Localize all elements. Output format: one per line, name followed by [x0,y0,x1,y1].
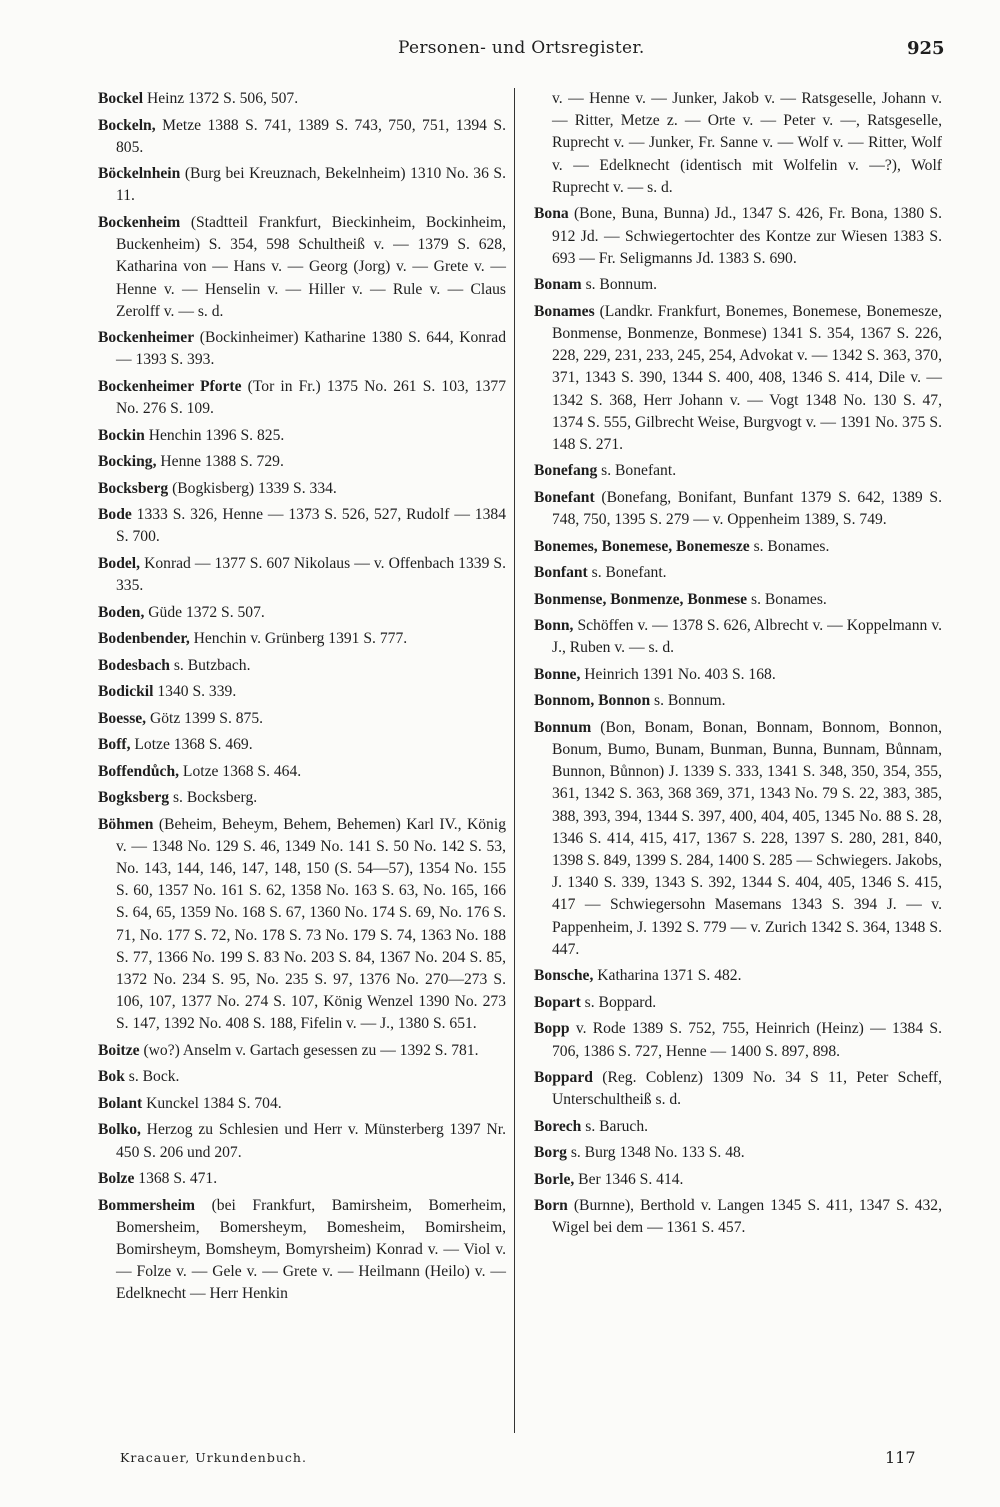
entry-text: (Bone, Buna, Bunna) Jd., 1347 S. 426, Fr. Bona, 1380 S. 912 Jd. — Schwiegertochter des Kontze zur Wiesen 1383 S. 693 — Fr. Seligmanns Jd. 1383 S. 690. [552,205,942,267]
entry-headword: Boesse, [98,709,147,727]
entry-text: Kunckel 1384 S. 704. [142,1094,282,1112]
index-entry [98,787,506,809]
entry-headword: Bocking, [98,453,157,471]
entry-headword: Bockenheim [98,213,181,231]
entry-headword: Boden, [98,603,145,621]
index-entry [534,301,942,456]
entry-text: Ber 1346 S. 414. [574,1170,684,1188]
page-number: 925 [907,38,945,59]
entry-text: (Burnne), Berthold v. Langen 1345 S. 411, 1347 S. 432, Wigel bei dem — 1361 S. 457. [552,1197,942,1237]
entry-text: Lotze 1368 S. 469. [130,736,253,754]
entry-text: Metze 1388 S. 741, 1389 S. 743, 750, 751, 1394 S. 805. [116,116,506,156]
entry-text: s. Bonames. [747,590,827,608]
index-entry [534,1195,942,1239]
entry-text: (wo?) Anselm v. Gartach gesessen zu — 1392 S. 781. [139,1041,479,1059]
entry-headword: Bolant [98,1094,143,1112]
index-entry [98,504,506,548]
index-entry [98,327,506,371]
index-entry [534,274,942,296]
entry-headword: Boppard [534,1069,593,1087]
index-entry [98,708,506,730]
entry-headword: Bona [534,205,569,223]
entry-text: Lotze 1368 S. 464. [179,762,302,780]
entry-headword: Bonsche, [534,967,594,985]
index-entry [98,1093,506,1115]
index-entry [534,1018,942,1062]
entry-headword: Bockel [98,90,144,107]
entry-headword: Bonmense, Bonmenze, Bonmese [534,590,748,608]
entry-headword: Bolko, [98,1121,141,1139]
entry-text: Katharina 1371 S. 482. [593,967,742,985]
entry-headword: Borg [534,1144,567,1162]
entry-headword: Bolze [98,1170,135,1188]
index-entry [98,814,506,1036]
entry-text: Herzog zu Schlesien und Herr v. Münsterberg 1397 Nr. 450 S. 206 und 207. [116,1121,506,1161]
entry-text: 1368 S. 471. [134,1170,218,1188]
entry-headword: Boff, [98,736,131,754]
entry-text: Heinrich 1391 No. 403 S. 168. [580,665,776,683]
entry-text: (Bonefang, Bonifant, Bunfant 1379 S. 642, 1389 S. 748, 750, 1395 S. 279 — v. Oppenheim 1389, S. 749. [552,488,942,529]
entry-headword: Bockin [98,426,145,444]
entry-text: Henchin v. Grünberg 1391 S. 777. [189,630,408,648]
printer-signature: 117 [885,1448,916,1467]
entry-text: s. Bock. [124,1068,180,1086]
entry-headword: Borech [534,1117,582,1135]
entry-headword: Bodenbender, [98,630,190,648]
entry-text: (Burg bei Kreuznach, Bekelnheim) 1310 No. 36 S. 11. [116,165,506,205]
entry-headword: Bodel, [98,554,141,572]
entry-headword: Bopp [534,1020,570,1038]
entry-text: Heinz 1372 S. 506, 507. [143,90,299,107]
index-entry [534,487,942,531]
entry-headword: Bockeln, [98,116,156,134]
entry-headword: Bonnum [534,718,592,736]
index-entry [534,88,942,199]
entry-text: s. Bonefant. [597,462,677,480]
index-entry [98,655,506,677]
entry-headword: Bonemes, Bonemese, Bonemesze [534,537,750,555]
entry-text: 1340 S. 339. [153,683,237,701]
entry-text: v. Rode 1389 S. 752, 755, Heinrich (Heinz) — 1384 S. 706, 1386 S. 727, Henne — 1400 S. 897, 898. [552,1020,942,1060]
right-column [534,88,942,1244]
entry-headword: Bonefang [534,462,598,480]
index-entry [534,717,942,961]
index-entry [98,734,506,756]
column-divider [514,88,515,1433]
entry-headword: Bonefant [534,488,595,506]
entry-headword: Bockenheimer Pforte [98,377,242,395]
index-entry [534,1169,942,1191]
entry-headword: Bogksberg [98,789,170,807]
entry-headword: Bok [98,1068,125,1086]
entry-text: Henne 1388 S. 729. [156,453,284,471]
entry-headword: Bonfant [534,564,588,582]
entry-headword: Bopart [534,993,581,1011]
entry-text: s. Bonefant. [587,564,667,582]
entry-text: Henchin 1396 S. 825. [144,426,285,444]
entry-text: (Beheim, Beheym, Behem, Behemen) Karl IV., König v. — 1348 No. 129 S. 46, 1349 No. 141 S. 50 No. 142 S. 53, No. 143, 144, 146, 147, 148, 150 (S. 54—57), 1354 No. 155 S. 60, 1357 No. 161 S. 62, 1358 No. 163 S. 63, No. 165, 166 S. 64, 65, 1359 No. 168 S. 67, 1360 No. 174 S. 69, No. 176 S. 71, No. 177 S. 72, No. 178 S. 73 No. 179 S. 74, 1363 No. 188 S. 77, 1366 No. 199 S. 83 No. 203 S. 84, 1367 No. 204 S. 85, 1372 No. 234 S. 95, No. 235 S. 97, 1376 No. 270—273 S. 106, 107, 1377 No. 274 S. 107, König Wenzel 1390 No. 273 S. 147, 1392 No. 408 S. 188, Fifelin v. — J., 1380 S. 651. [116,815,506,1033]
index-entry [534,460,942,482]
entry-headword: Bommersheim [98,1196,196,1214]
index-entry [98,1040,506,1062]
index-entry [98,212,506,323]
entry-headword: Bonne, [534,665,581,683]
index-entry [98,1195,506,1306]
entry-headword: Bonnom, Bonnon [534,692,651,710]
index-entry [98,115,506,159]
entry-text: s. Bocksberg. [169,789,258,807]
entry-headword: Bonn, [534,617,574,635]
entry-text: 1333 S. 326, Henne — 1373 S. 526, 527, Rudolf — 1384 S. 700. [116,506,506,546]
entry-text: Konrad — 1377 S. 607 Nikolaus — v. Offenbach 1339 S. 335. [116,554,506,595]
entry-text: (Stadtteil Frankfurt, Bieckinheim, Bockinheim, Buckenheim) S. 354, 598 Schultheiß v. — 1379 S. 628, Katharina von — Hans v. — Georg (Jorg) v. — Grete v. — Henne v. — Henselin v. — Hiller v. — Rule v. — Claus Zerolff v. — s. d. [116,213,506,320]
entry-headword: Bonames [534,302,595,320]
entry-headword: Bode [98,506,132,524]
index-entry [98,681,506,703]
index-entry [534,1142,942,1164]
entry-text: (Bon, Bonam, Bonan, Bonnam, Bonnom, Bonnon, Bonum, Bumo, Bunam, Bunman, Bunna, Bunnam, Bůnnam, Bunnon, Bůnnon) J. 1339 S. 333, 1341 S. 348, 350, 354, 355, 361, 1342 S. 363, 368 369, 371, 1343 No. 79 S. 22, 383, 385, 388, 393, 394, 1344 S. 397, 400, 404, 405, 1345 No. 88 S. 28, 1346 S. 414, 415, 417, 1367 S. 228, 1397 S. 280, 281, 840, 1398 S. 849, 1399 S. 284, 1400 S. 285 — Schwiegers. Jakobs, J. 1340 S. 339, 1343 S. 392, 1344 S. 404, 405, 1346 S. 415, 417 — Schwiegersohn Masemans 1343 S. 394 J. — v. Pappenheim, J. 1392 S. 779 — v. Zurich 1342 S. 364, 1348 S. 447. [552,718,942,958]
index-entry [98,628,506,650]
entry-headword: Boitze [98,1041,140,1059]
running-header: Personen- und Ortsregister. [398,38,645,58]
entry-text: s. Baruch. [581,1117,649,1135]
entry-text: (Bockinheimer) Katharine 1380 S. 644, Konrad — 1393 S. 393. [116,329,506,369]
index-entry [534,965,942,987]
index-entry [98,602,506,624]
index-entry [98,425,506,447]
index-entry [98,163,506,207]
entry-headword: Böckelnhein [98,165,181,183]
entry-headword: Boffendůch, [98,762,180,780]
index-entry [534,536,942,558]
entry-text: s. Butzbach. [169,656,251,674]
footer-source: Kracauer, Urkundenbuch. [120,1450,307,1465]
index-entry [98,1168,506,1190]
entry-text: Götz 1399 S. 875. [146,709,264,727]
index-entry [98,553,506,597]
entry-text: Schöffen v. — 1378 S. 626, Albrecht v. — Koppelmann v. J., Ruben v. — s. d. [552,617,942,657]
entry-headword: Bodickil [98,683,154,701]
index-entry [534,690,942,712]
entry-text: (Landkr. Frankfurt, Bonemes, Bonemese, Bonemesze, Bonmense, Bonmenze, Bonmese) 1341 S. 354, 1367 S. 226, 228, 229, 231, 233, 245, 254, Advokat v. — 1342 S. 363, 370, 371, 1343 S. 390, 1344 S. 400, 408, 1346 S. 414, Dile v. — 1342 S. 368, Herr Johann v. — Vogt 1348 No. 130 S. 47, 1374 S. 555, Gilbrecht Weise, Burgvogt v. — 1391 No. 375 S. 148 S. 271. [552,302,942,453]
entry-headword: Born [534,1197,568,1215]
index-entry [534,562,942,584]
index-entry [98,1119,506,1163]
index-entry [98,451,506,473]
index-entry [534,589,942,611]
index-entry [534,1116,942,1138]
index-entry [98,761,506,783]
entry-text: (Bogkisberg) 1339 S. 334. [168,479,337,497]
entry-text: s. Bonames. [749,537,830,555]
entry-text: (Reg. Coblenz) 1309 No. 34 S 11, Peter Scheff, Unterschultheiß s. d. [552,1069,942,1109]
entry-text: s. Bonnum. [650,692,726,710]
index-entry [98,1066,506,1088]
entry-text: (Tor in Fr.) 1375 No. 261 S. 103, 1377 No. 276 S. 109. [116,377,506,418]
entry-text: s. Burg 1348 No. 133 S. 48. [566,1144,745,1162]
entry-text: v. — Henne v. — Junker, Jakob v. — Ratsgeselle, Johann v. — Ritter, Metze z. — Orte v. — Peter v. —, Ratsgeselle, Ruprecht v. — Junker, Fr. Sanne v. — Wolf v. — Ritter, Wolf v. — Edelknecht (identisch mit Wolfelin v. —?), Wolf Ruprecht v. — s. d. [552,90,942,196]
entry-headword: Borle, [534,1170,575,1188]
index-entry [534,664,942,686]
index-entry [534,1067,942,1111]
entry-text: s. Bonnum. [581,276,658,294]
index-entry [98,478,506,500]
index-entry [534,615,942,659]
left-column [98,88,506,1310]
index-entry [534,203,942,270]
entry-text: s. Boppard. [580,993,657,1011]
entry-headword: Bockenheimer [98,329,195,347]
entry-headword: Bodesbach [98,656,170,674]
entry-text: Güde 1372 S. 507. [144,603,265,621]
entry-headword: Böhmen [98,815,154,833]
index-entry [534,992,942,1014]
entry-headword: Bocksberg [98,479,169,497]
index-entry [98,376,506,420]
entry-headword: Bonam [534,276,582,294]
index-entry [98,88,506,110]
entry-text: (bei Frankfurt, Bamirsheim, Bomerheim, Bomersheim, Bomersheym, Bomesheim, Bomirsheim, Bomirsheym, Bomsheym, Bomyrsheim) Konrad v. — Viol v. — Folze v. — Gele v. — Grete v. — Heilmann (Heilo) v. — Edelknecht — Herr Henkin [116,1196,506,1303]
